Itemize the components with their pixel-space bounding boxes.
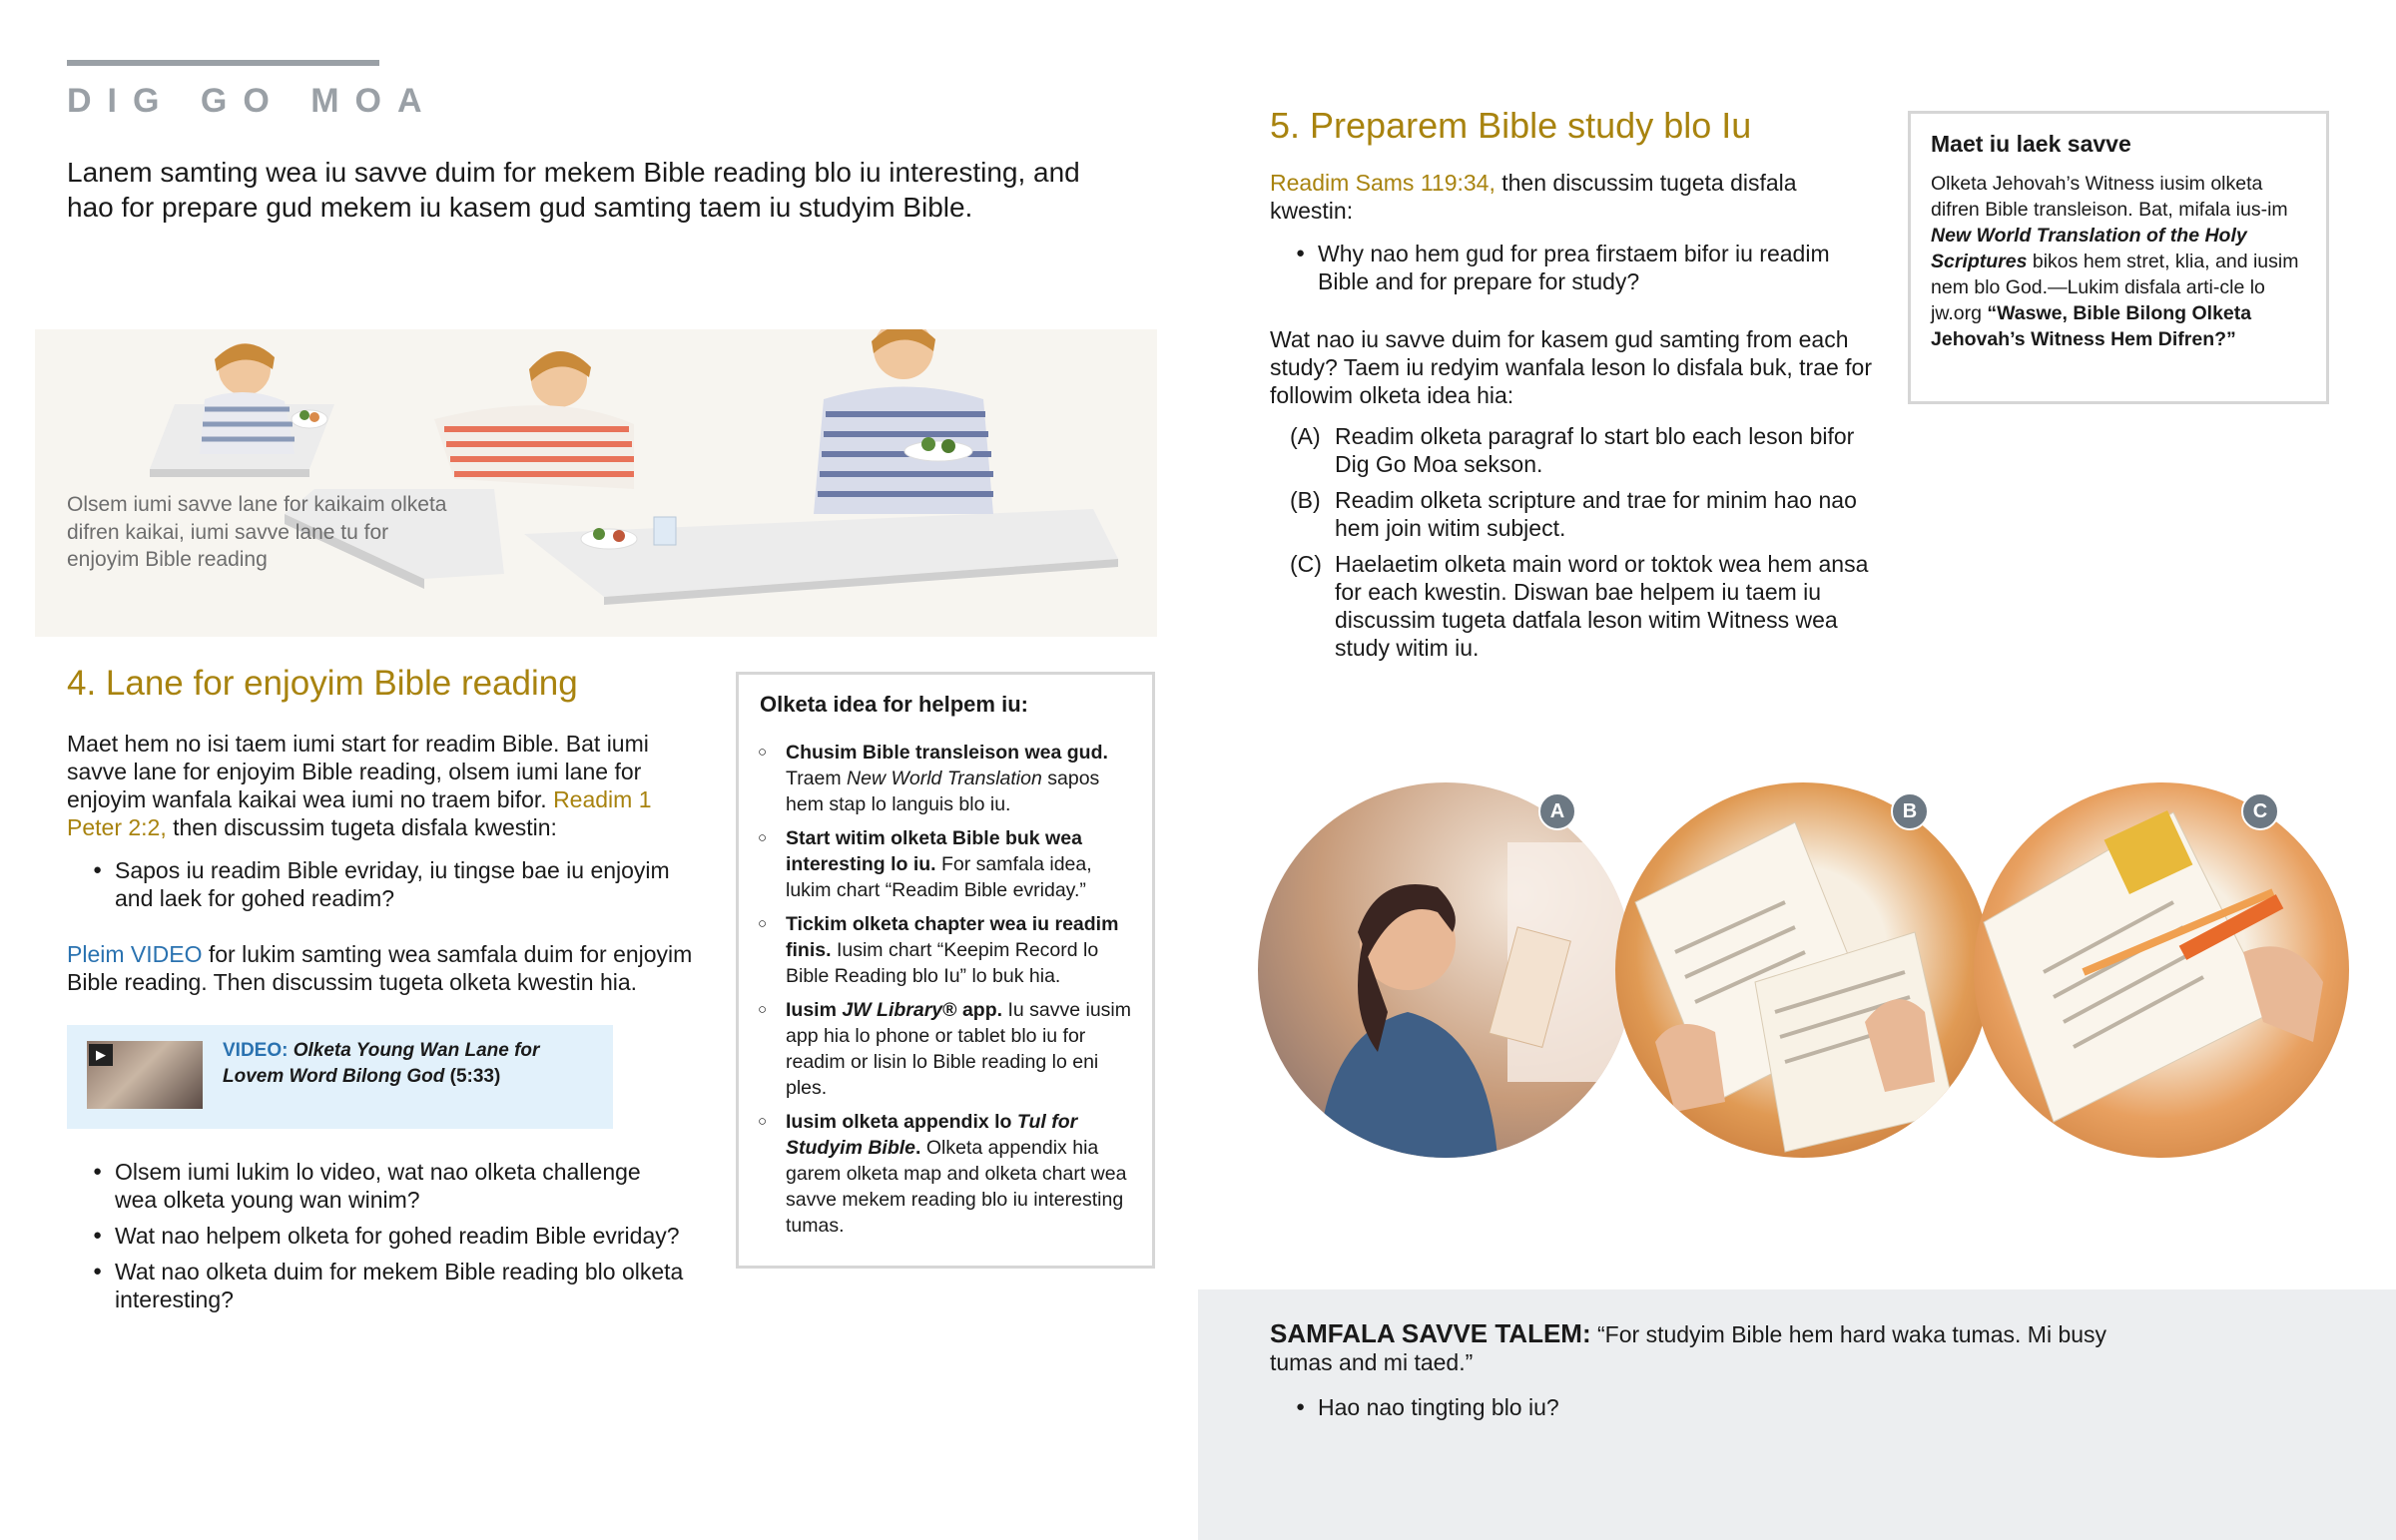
hand-left (1655, 1024, 1725, 1112)
tip-item: ○ Start witim olketa Bible buk wea interesting lo iu. For samfala idea, lukim chart “Readim Bible evriday.” (756, 825, 1135, 903)
tip-item: ○ Tickim olketa chapter wea iu readim finis. Iusim chart “Keepim Record lo Bible Reading blo Iu” lo buk hia. (756, 911, 1135, 989)
section-4-body-after: then discussim tugeta disfala kwestin: (173, 814, 557, 840)
tip-item: ○ Chusim Bible transleison wea gud. Traem New World Translation sapos hem stap lo languis blo iu. (756, 740, 1135, 817)
section-4-body (67, 730, 696, 841)
intro-text: Lanem samting wea iu savve duim for mekem Bible reading blo iu interesting, and hao for prepare gud mekem iu kasem gud samting taem iu studyim Bible. (67, 157, 1080, 223)
tip-item: ○ Iusim JW Library® app. Iu savve iusim app hia lo phone or tablet blo iu for readim or lisin lo Bible reading lo eni ples. (756, 997, 1135, 1101)
samfala-quote-text: “For studyim Bible hem hard waka tumas. Mi busy tumas and mi taed.” (1270, 1321, 2107, 1375)
section-5-intro-text: then discussim tugeta disfala kwestin: (1270, 170, 1797, 224)
open-bible-illustration (1615, 782, 1991, 1158)
illustration-caption: Olsem iumi savve lane for kaikaim olketa difren kaikai, iumi savve lane tu for enjoyim Bible reading (67, 493, 447, 571)
meal-illustration (35, 329, 1157, 637)
question-item: ● Wat nao olketa duim for mekem Bible reading blo olketa interesting? (67, 1258, 686, 1313)
section-5-questions (1270, 240, 1879, 303)
backpack-shape (1318, 1012, 1498, 1158)
question-item: ● Hao nao tingting blo iu? (1270, 1393, 2148, 1421)
samfala-questions (1270, 1393, 2148, 1429)
question-item: ● Why nao hem gud for prea firstaem bifor iu readim Bible and for prepare for study? (1270, 240, 1879, 295)
video-title-block[interactable] (223, 1038, 602, 1090)
step-a: (A) Readim olketa paragraf lo start blo each leson bifor Dig Go Moa sekson. (1290, 423, 1855, 477)
video-duration: (5:33) (449, 1066, 501, 1087)
question-item: ● Sapos iu readim Bible evriday, iu tingse bae iu enjoyim and laek for gohed readim? (67, 856, 696, 912)
highlighting-book-illustration (1974, 782, 2349, 1158)
video-title: Olketa Young Wan Lane for Lovem Word Bilong God (223, 1040, 540, 1087)
tips-title: Olketa idea for helpem iu: (760, 692, 1028, 717)
section-title: DIG GO MOA (67, 82, 438, 120)
section-5-intro (1270, 169, 1879, 225)
question-item: ● Olsem iumi lukim lo video, wat nao olketa challenge wea olketa young wan winim? (67, 1158, 686, 1214)
tip-item: ○ Iusim olketa appendix lo Tul for Studyim Bible. Olketa appendix hia garem olketa map and olketa chart wea savve mekem reading blo iu interesting tumas. (756, 1109, 1135, 1239)
section-5-heading: 5. Preparem Bible study blo Iu (1270, 105, 1752, 146)
section-4-body-text: Maet hem no isi taem iumi start for readim Bible. Bat iumi savve lane for enjoyim Bible reading, olsem iumi lane for enjoyim wanfala kaikai wea iumi no traem bifor. (67, 731, 649, 812)
samfala-label: SAMFALA SAVVE TALEM: (1270, 1318, 1591, 1348)
translation-name: New World Translation of the Holy Scriptures (1931, 225, 2247, 272)
step-c: (C) Haelaetim olketa main word or toktok wea hem ansa for each kwestin. Diswan bae helpem iu taem iu discussim tugeta datfala leson witim Witness wea study witim iu. (1290, 551, 1869, 661)
scripture-link-sams[interactable]: Readim Sams 119:34, (1270, 170, 1496, 196)
girl-reading-illustration (1258, 782, 1633, 1158)
question-item: ● Wat nao helpem olketa for gohed readim Bible evriday? (67, 1222, 686, 1250)
info-box-body: Olketa Jehovah’s Witness iusim olketa difren Bible transleison. Bat, mifala ius-im New World Translation of the Holy Scriptures bikos hem stret, klia, and iusim nem blo God.—Lukim disfala arti-cle lo jw.org “Waswe, Bible Bilong Olketa Jehovah’s Witness Hem Difren?” (1931, 173, 2299, 350)
boys-eating-illustration (35, 329, 1157, 637)
play-icon[interactable]: ▶ (89, 1044, 113, 1066)
badge-b: B (1891, 792, 1929, 830)
study-steps (1290, 422, 1889, 670)
play-video-link[interactable]: Pleim VIDEO (67, 941, 203, 967)
video-label: VIDEO: (223, 1040, 289, 1061)
info-box-title: Maet iu laek savve (1931, 131, 2131, 157)
badge-a: A (1538, 792, 1576, 830)
section-4-questions (67, 856, 696, 920)
scripture-link-1-peter[interactable]: Readim 1 Peter 2:2, (67, 786, 652, 840)
tips-list (756, 740, 1135, 1247)
section-4-heading: 4. Lane for enjoyim Bible reading (67, 664, 578, 703)
step-b: (B) Readim olketa scripture and trae for minim hao nao hem join witim subject. (1290, 487, 1857, 541)
samfala-quote (1270, 1319, 2148, 1376)
video-prompt (67, 940, 706, 996)
section-5-body: Wat nao iu savve duim for kasem gud samting from each study? Taem iu redyim wanfala leson lo disfala buk, trae for followim olketa idea hia: (1270, 326, 1872, 408)
article-link[interactable]: “Waswe, Bible Bilong Olketa Jehovah’s Witness Hem Difren?” (1931, 302, 2252, 350)
video-questions (67, 1158, 686, 1321)
section-divider (67, 60, 379, 66)
badge-c: C (2241, 792, 2279, 830)
video-prompt-text: for lukim samting wea samfala duim for enjoyim Bible reading. Then discussim tugeta olketa kwestin hia. (67, 941, 693, 995)
